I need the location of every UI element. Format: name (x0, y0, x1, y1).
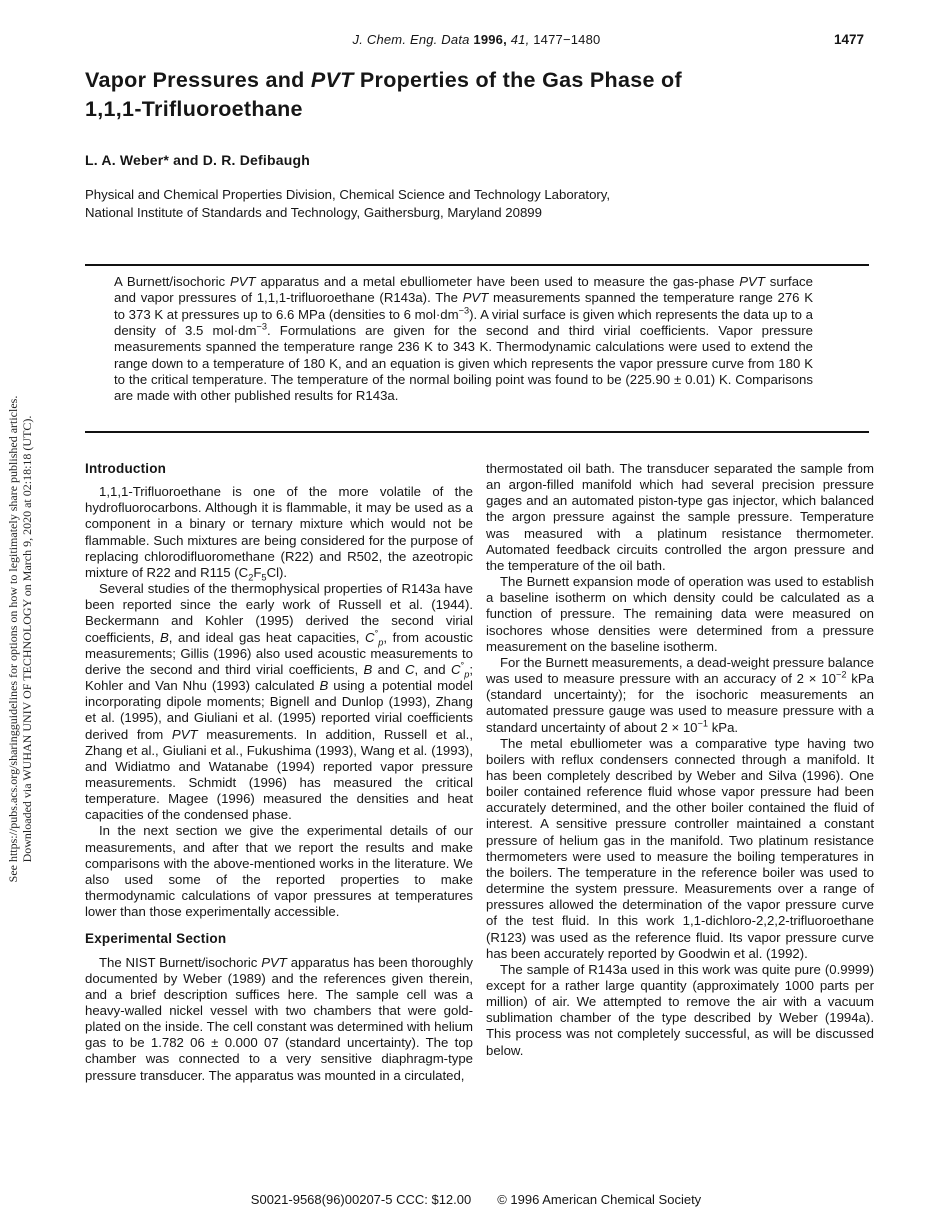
paragraph: In the next section we give the experimental details of our measurements, and after that we report the results and make comparisons with the above-mentioned works in the literature. We also used some of the reported properties to make thermodynamic calculations of vapor pressures at temperatures lower than those experimentally accessible. (85, 823, 473, 920)
paragraph: thermostated oil bath. The transducer separated the sample from an argon-filled manifold which had several precision pressure gages and an automated piston-type gas injector, which balanced the argon pressure against the sample pressure. Temperature was measured with a platinum resistance thermometer. Automated feedback circuits controlled the argon pressure and the temperature of the oil bath. (486, 461, 874, 573)
affiliation (85, 186, 785, 222)
affiliation-line1: Physical and Chemical Properties Division, Chemical Science and Technology Laboratory, (85, 187, 611, 202)
affiliation-line2: National Institute of Standards and Technology, Gaithersburg, Maryland 20899 (85, 205, 542, 220)
watermark-downloaded-line: Downloaded via WUHAN UNIV OF TECHNOLOGY on March 9, 2020 at 02:18:18 (UTC). (19, 415, 34, 863)
footer-doc-id: S0021-9568(96)00207-5 CCC: $12.00 (250, 1192, 472, 1207)
footer-copyright: © 1996 American Chemical Society (497, 1192, 702, 1207)
divider-rule-bottom (85, 431, 869, 433)
authors-line: L. A. Weber* and D. R. Defibaugh (85, 152, 310, 168)
article-title (85, 66, 805, 124)
paragraph: The Burnett expansion mode of operation was used to establish a baseline isotherm on which density could be calculated as a function of pressure. The remaining data were measured on isochores whose densities were determined from a pressure measurement on the baseline isotherm. (486, 574, 874, 654)
watermark-share-line: See https://pubs.acs.org/sharingguidelines for options on how to legitimately share published articles. (6, 395, 20, 883)
section-heading-experimental: Experimental Section (85, 931, 227, 947)
left-column (85, 461, 473, 1084)
footer (0, 1192, 952, 1207)
paragraph: The NIST Burnett/isochoric PVT apparatus has been thoroughly documented by Weber (1989) and the references given therein, and a brief description suffices here. The sample cell was a heavy-walled nickel vessel with two chambers that were gold-plated on the inside. The cell constant was determined with helium gas to be 1.782 06 ± 0.000 07 (standard uncertainty). The top chamber was connected to a very sensitive diaphragm-type pressure transducer. The apparatus was mounted in a circulated, (85, 954, 474, 1083)
journal-citation: J. Chem. Eng. Data 1996, 41, 1477−1480 (352, 32, 601, 47)
page-number: 1477 (833, 32, 864, 47)
paragraph: 1,1,1-Trifluoroethane is one of the more volatile of the hydrofluorocarbons. Although it is flammable, it may be used as a component in a binary or ternary mixture which would not be flammable. Such mixtures are being considered for the purpose of replacing chlorodifluoromethane (R22) and R502, the azeotropic mixture of R22 and R115 $(C_2F_5Cl)$. (85, 484, 473, 583)
article-title-line1: Vapor Pressures and PVT Properties of the Gas Phase of (85, 68, 682, 92)
paragraph: The sample of R143a used in this work was quite pure (0.9999) except for a rather large quantity (approximately 1000 parts per million) of air. We attempted to remove the air with a vacuum sublimation chamber of the type described by Weber (1994a). This process was not completely successful, as will be discussed below. (486, 961, 874, 1058)
paragraph: For the Burnett measurements, a dead-weight pressure balance was used to measure pressure with an accuracy of $2 \times 10^{-2}$ kPa (standard uncertainty); for the isochoric measurements an automated pressure gauge was used to measure pressure with a standard uncertainty of about $2 \times 10^{-1}$ kPa. (486, 654, 874, 735)
article-title-line2: 1,1,1-Trifluoroethane (85, 97, 303, 121)
divider-rule-top (85, 264, 869, 266)
paragraph: Several studies of the thermophysical properties of R143a have been reported since the early work of Russell et al. (1944). Beckermann and Kohler (1995) derived the second virial coefficients, B, and ideal gas heat capacities, $C^\circ_p$, from acoustic measurements; Gillis (1996) also used acoustic measurements to derive the second and third virial coefficients, B and C, and $C^\circ_p$; Kohler and Van Nhu (1993) calculated B using a potential model incorporating dipole moments; Bignell and Dunlop (1993), Zhang et al. (1995), and Giuliani et al. (1995) reported virial coefficients derived from PVT measurements. In addition, Russell et al., Zhang et al., Giuliani et al., Fukushima (1993), Wang et al. (1993), and Widiatmo and Watanabe (1994) reported vapor pressure measurements. Schmidt (1996) has measured the critical temperature. Magee (1996) measured the densities and heat capacities of the condensed phase. (85, 581, 474, 823)
download-watermark (7, 340, 34, 938)
abstract-text: A Burnett/isochoric PVT apparatus and a metal ebulliometer have been used to measure the gas-phase PVT surface and vapor pressures of 1,1,1-trifluoroethane (R143a). The PVT measurements spanned the temperature range 276 K to 373 K at pressures up to 6.6 MPa (densities to 6 $mol\cdot dm^{-3}$). A virial surface is given which represents the data up to a density of 3.5 $mol\cdot dm^{-3}$. Formulations are given for the second and third virial coefficients. Vapor pressure measurements spanned the temperature range 236 K to 343 K. Thermodynamic calculations were used to extend the range down to a temperature of 180 K, and an equation is given which represents the vapor pressure curve from 180 K to the critical temperature. The temperature of the normal boiling point was found to be (225.90 ± 0.01) K. Comparisons are made with other published results for R143a. (114, 274, 813, 404)
paragraph: The metal ebulliometer was a comparative type having two boilers with reflux condensers connected through a manifold. It has been completely described by Weber and Silva (1996). One boiler contained reference fluid whose vapor pressure had been accurately determined, and the other boiler contained the fluid of interest. A sensitive pressure controller maintained a constant pressure of helium gas in the manifold. Two platinum resistance thermometers were used to measure the boiling temperatures in the boilers. The temperature in the reference boiler was used to determine the system pressure. Measurements over a range of pressures allowed the determination of the vapor pressure curve of the test fluid. In this work 1,1-dichloro-2,2,2-trifluoroethane (R123) was used as the reference fluid. Its vapor pressure curve has been accurately reported by Goodwin et al. (1992). (486, 735, 874, 961)
right-column (486, 461, 874, 1059)
section-heading-introduction: Introduction (85, 461, 167, 476)
